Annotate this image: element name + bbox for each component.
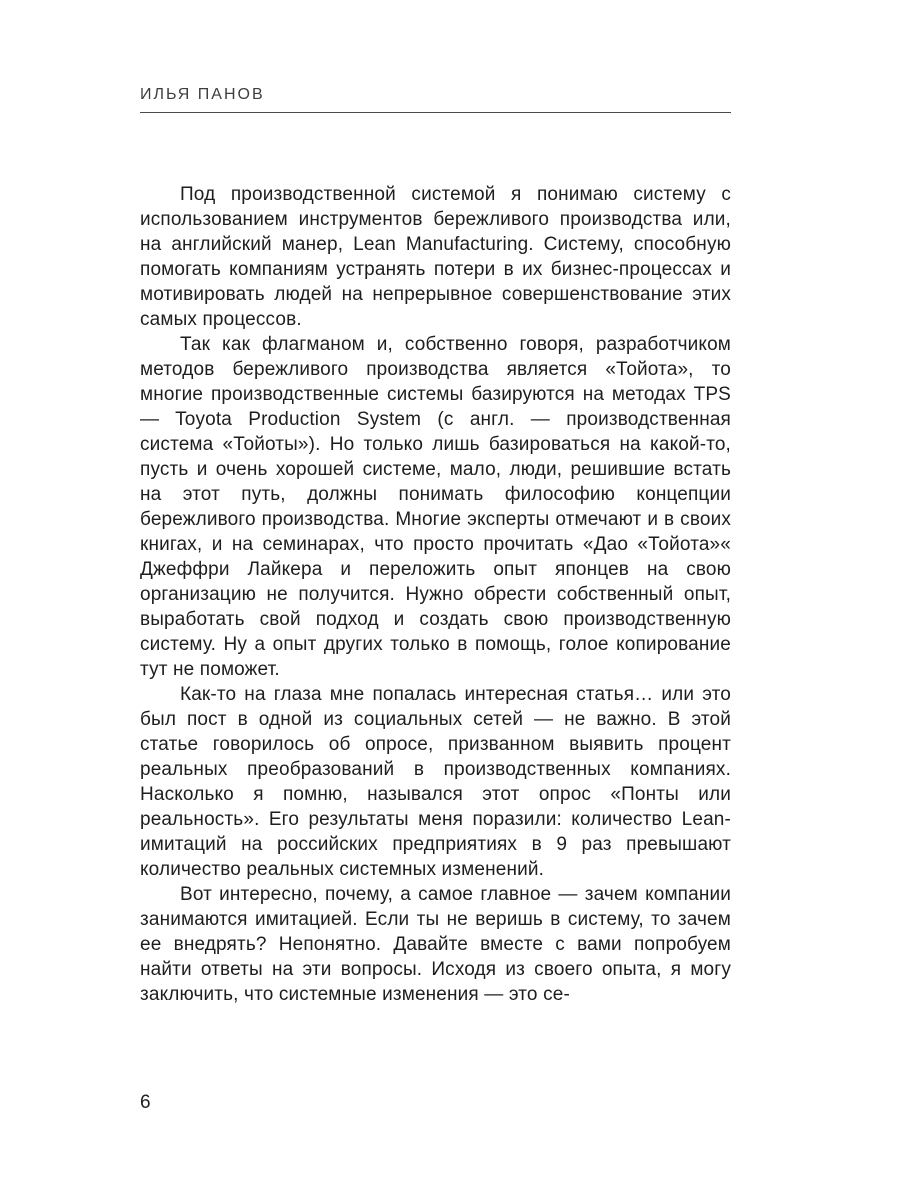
paragraph: Как-то на глаза мне попалась интересная статья… или это был пост в одной из социальных сетей — не важно. В этой статье говорилось об опросе, призванном выявить процент реальных преобразований в производственных компаниях. Насколько я помню, назывался этот опрос «Понты или реальность». Его результаты меня поразили: количество Lean-имитаций на российских предприятиях в 9 раз превышают количество реальных системных изменений. xyxy=(140,684,731,880)
running-header-author: ИЛЬЯ ПАНОВ xyxy=(140,86,265,103)
header-divider xyxy=(140,112,731,113)
page-number: 6 xyxy=(140,1092,151,1113)
paragraph: Под производственной системой я понимаю систему с использованием инструментов бережливого производства или, на английский манер, Lean Manufacturing. Систему, способную помогать компаниям устранять потери в их бизнес-процессах и мотивировать людей на непрерывное совершенствование этих самых процессов. xyxy=(140,184,731,330)
paragraph: Так как флагманом и, собственно говоря, разработчиком методов бережливого производства является «Тойота», то многие производственные системы базируются на методах TPS — Toyota Production System (с англ. — производственная система «Тойоты»). Но только лишь базироваться на какой-то, пусть и очень хорошей системе, мало, люди, решившие встать на этот путь, должны понимать философию концепции бережливого производства. Многие эксперты отмечают и в своих книгах, и на семинарах, что просто прочитать «Дао «Тойота»« Джеффри Лайкера и переложить опыт японцев на свою организацию не получится. Нужно обрести собственный опыт, выработать свой подход и создать свою производственную систему. Ну а опыт других только в помощь, голое копирование тут не поможет. xyxy=(140,334,731,680)
page-body xyxy=(140,182,731,1007)
paragraph: Вот интересно, почему, а самое главное — зачем компании занимаются имитацией. Если ты не веришь в систему, то зачем ее внедрять? Непонятно. Давайте вместе с вами попробуем найти ответы на эти вопросы. Исходя из своего опыта, я могу заключить, что системные изменения — это се- xyxy=(140,884,731,1005)
